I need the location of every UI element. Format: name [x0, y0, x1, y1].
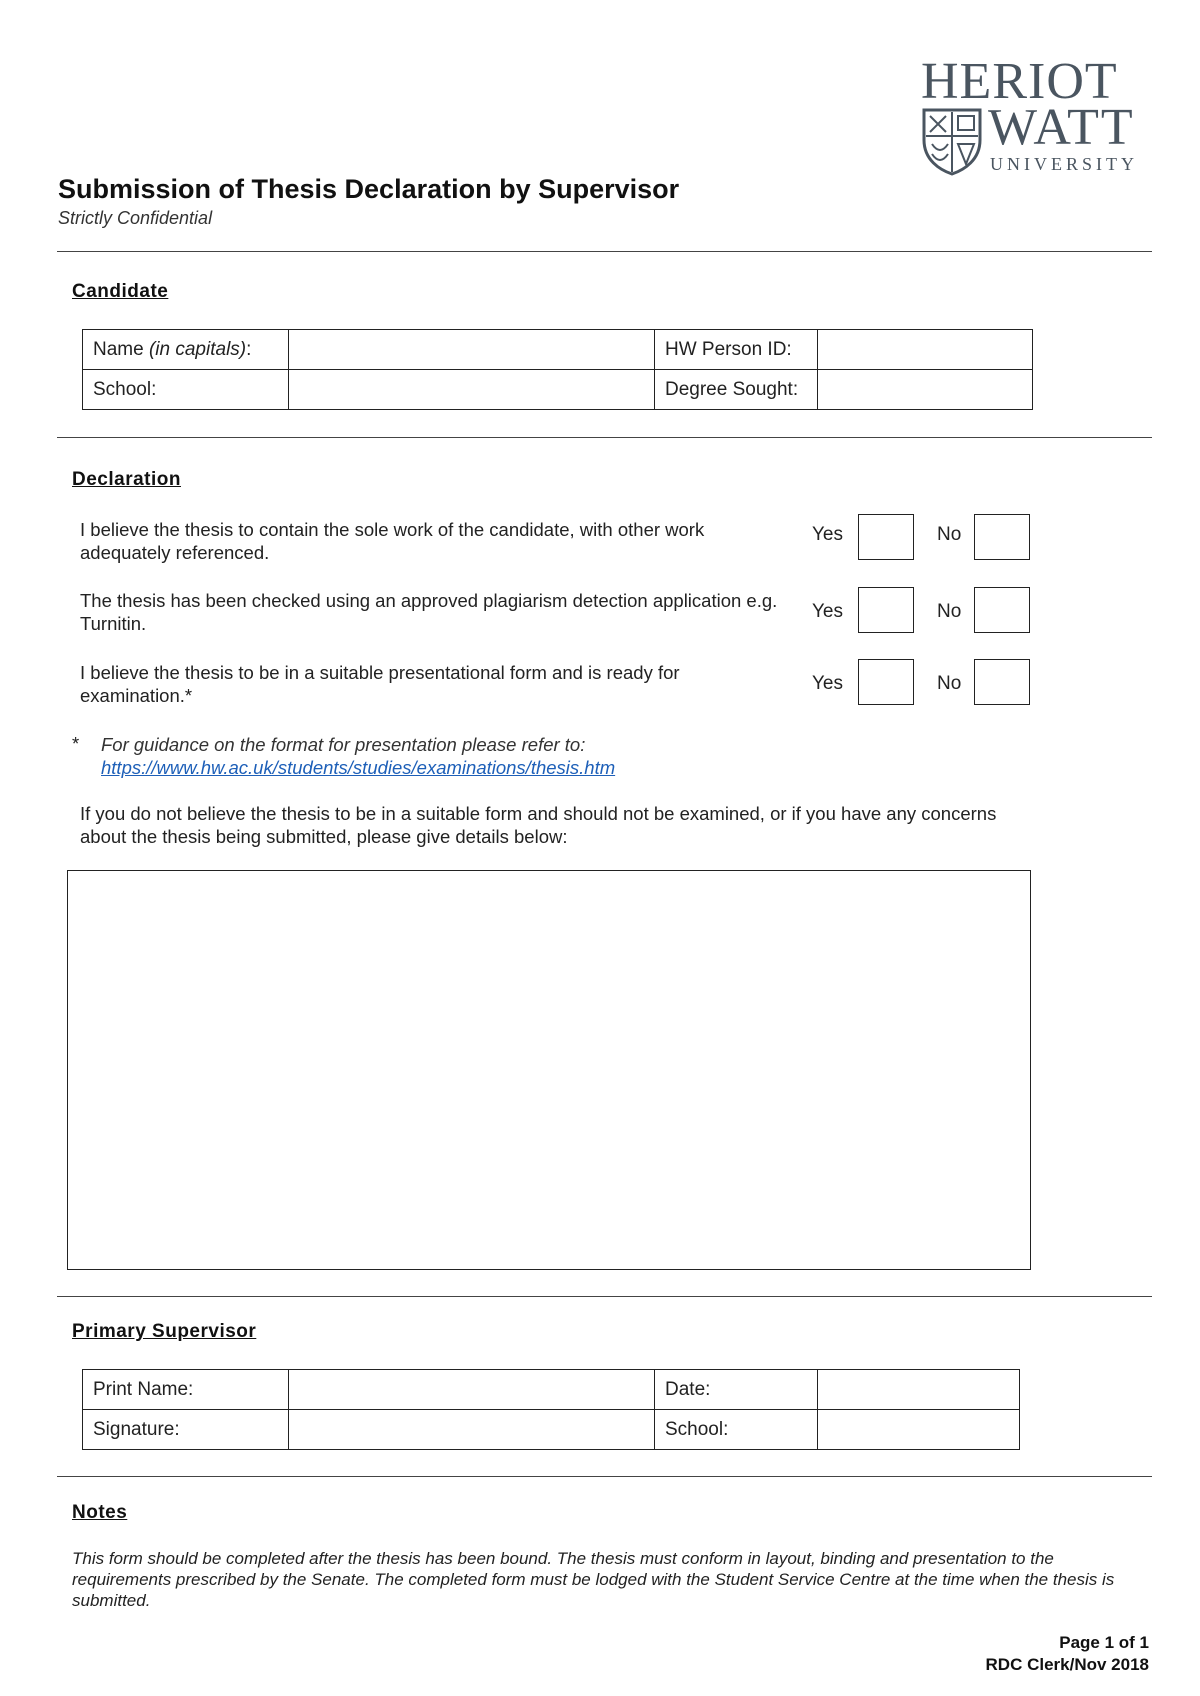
degree-field[interactable]	[818, 370, 1033, 410]
declaration-question-3: I believe the thesis to be in a suitable presentational form and is ready for examination.*	[80, 662, 680, 706]
notes-heading: Notes	[72, 1502, 128, 1523]
supervisor-school-label: School:	[655, 1410, 818, 1450]
page-title: Submission of Thesis Declaration by Supervisor	[58, 174, 680, 204]
university-crest-icon	[920, 106, 984, 176]
table-row	[83, 330, 1033, 370]
yes-label: Yes	[812, 601, 843, 622]
person-id-field[interactable]	[818, 330, 1033, 370]
date-label: Date:	[655, 1370, 818, 1410]
notes-text: This form should be completed after the thesis has been bound. The thesis must conform in layout, binding and presentation to the requirements prescribed by the Senate. The completed form must be lodged with the Student Service Centre at the time when the thesis is submitted.	[72, 1549, 1115, 1610]
page-number: Page 1 of 1	[1059, 1633, 1149, 1652]
logo-word-university: UNIVERSITY	[990, 154, 1138, 174]
table-row	[83, 370, 1033, 410]
logo-word-heriot: HERIOT	[921, 53, 1118, 110]
table-row	[83, 1370, 1020, 1410]
heriot-watt-logo	[920, 53, 1152, 174]
question-1-yes-checkbox[interactable]	[858, 514, 914, 560]
no-label: No	[937, 673, 962, 694]
print-name-label: Print Name:	[83, 1370, 289, 1410]
name-label-colon: :	[246, 338, 252, 360]
question-1-no-checkbox[interactable]	[974, 514, 1030, 560]
school-field[interactable]	[289, 370, 655, 410]
guidance-text: For guidance on the format for presentation please refer to:	[101, 734, 586, 755]
declaration-question-2: The thesis has been checked using an approved plagiarism detection application e.g. Turnitin.	[80, 590, 778, 634]
supervisor-school-field[interactable]	[818, 1410, 1020, 1450]
signature-label: Signature:	[83, 1410, 289, 1450]
school-label: School:	[83, 370, 289, 410]
divider	[57, 251, 1152, 252]
person-id-label: HW Person ID:	[655, 330, 818, 370]
page-subtitle: Strictly Confidential	[58, 208, 213, 228]
name-field[interactable]	[289, 330, 655, 370]
print-name-field[interactable]	[289, 1370, 655, 1410]
candidate-heading: Candidate	[72, 281, 169, 302]
supervisor-table	[82, 1369, 1020, 1450]
yes-label: Yes	[812, 524, 843, 545]
supervisor-heading: Primary Supervisor	[72, 1321, 257, 1342]
no-label: No	[937, 524, 962, 545]
question-3-no-checkbox[interactable]	[974, 659, 1030, 705]
degree-label: Degree Sought:	[655, 370, 818, 410]
name-label	[83, 330, 289, 370]
divider	[57, 1296, 1152, 1297]
concerns-prompt: If you do not believe the thesis to be in a suitable form and should not be examined, or if you have any concerns about the thesis being submitted, please give details below:	[80, 803, 997, 847]
name-label-italic: (in capitals)	[148, 338, 247, 360]
no-label: No	[937, 601, 962, 622]
divider	[57, 1476, 1152, 1477]
signature-field[interactable]	[289, 1410, 655, 1450]
guidance-link[interactable]: https://www.hw.ac.uk/students/studies/examinations/thesis.htm	[101, 757, 616, 778]
question-3-yes-checkbox[interactable]	[858, 659, 914, 705]
yes-label: Yes	[812, 673, 843, 694]
declaration-question-1: I believe the thesis to contain the sole work of the candidate, with other work adequately referenced.	[80, 519, 705, 563]
concerns-details-field[interactable]	[67, 870, 1031, 1270]
document-reference: RDC Clerk/Nov 2018	[985, 1655, 1149, 1674]
divider	[57, 437, 1152, 438]
guidance-marker: *	[72, 733, 80, 754]
date-field[interactable]	[818, 1370, 1020, 1410]
logo-word-watt: WATT	[988, 99, 1135, 156]
declaration-heading: Declaration	[72, 469, 181, 490]
table-row	[83, 1410, 1020, 1450]
question-2-yes-checkbox[interactable]	[858, 587, 914, 633]
candidate-table	[82, 329, 1033, 410]
question-2-no-checkbox[interactable]	[974, 587, 1030, 633]
name-label-text: Name	[93, 338, 149, 360]
